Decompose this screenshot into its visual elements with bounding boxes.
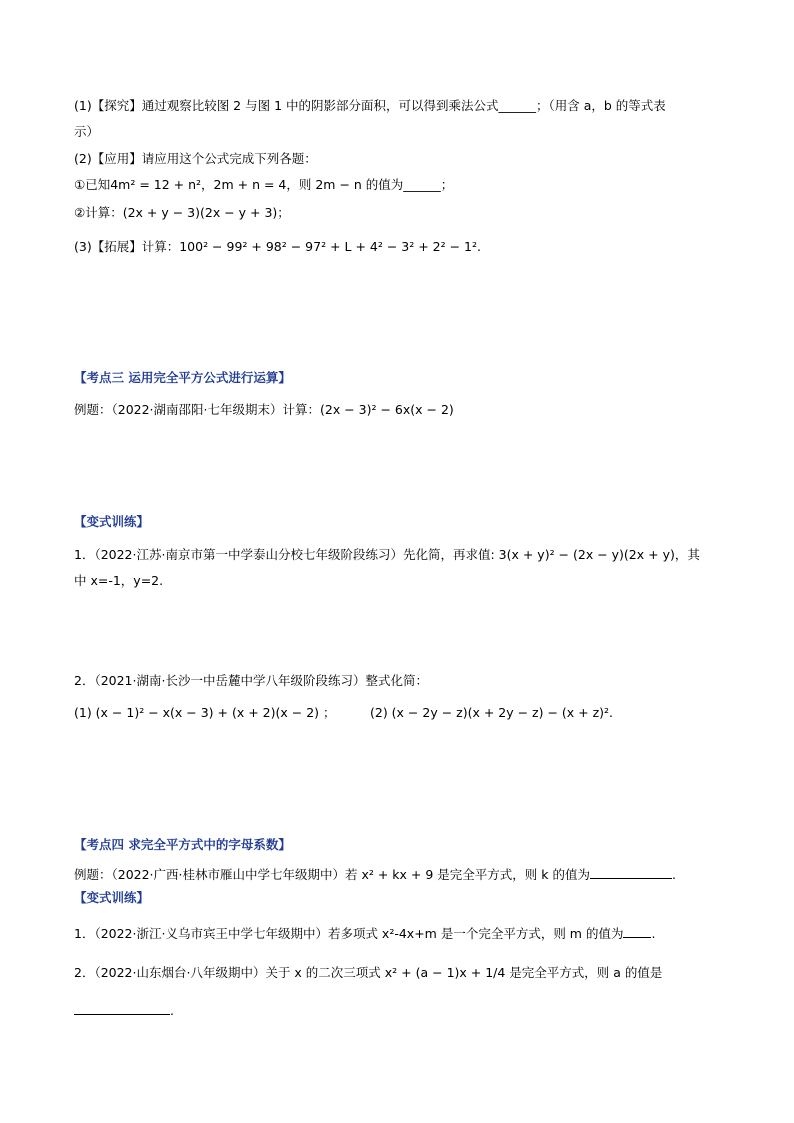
training-2-question-2: 2．（2022·山东烟台·八年级期中）关于 x 的二次三项式 x² + (a − 1)x + 1/4 是完全平方式，则 a 的值是 [74,965,663,980]
example-4 [74,866,724,883]
training-2-question-2-cont [74,1002,724,1019]
section-heading-4: 【考点四 求完全平方式中的字母系数】 [74,837,291,852]
answer-blank[interactable] [623,925,651,938]
training-2-question-1-end: . [651,926,656,941]
example-4-end: . [671,867,676,882]
q2-item-1: ①已知4m² = 12 + n²，2m + n = 4，则 2m − n 的值为______； [74,177,454,192]
q2-item-2: ②计算：(2x + y − 3)(2x − y + 3)； [74,205,290,220]
answer-blank[interactable] [74,1002,170,1015]
training-1-question-1-cont: 中 x=-1，y=2. [74,573,164,588]
q1-explore-cont: 示） [74,124,100,139]
example-4-text: 例题：（2022·广西·桂林市雁山中学七年级期中）若 x² + kx + 9 是完全平方式，则 k 的值为 [74,867,590,882]
q3-extend: (3)【拓展】计算：100² − 99² + 98² − 97² + L + 4² − 3² + 2² − 1². [74,239,481,254]
training-2-question-2-end: . [170,1003,174,1018]
training-1-question-2: 2．（2021·湖南·长沙一中岳麓中学八年级阶段练习）整式化简： [74,673,428,688]
answer-blank[interactable] [590,866,672,879]
training-2-question-1-text: 1．（2022·浙江·义乌市宾王中学七年级期中）若多项式 x²-4x+m 是一个完全平方式，则 m 的值为 [74,926,624,941]
training-1-question-2-part-1: (1) (x − 1)² − x(x − 3) + (x + 2)(x − 2) ； [74,705,336,720]
training-1-question-2-part-2: (2) (x − 2y − z)(x + 2y − z) − (x + z)². [370,705,614,720]
variant-training-heading-2: 【变式训练】 [74,890,150,905]
training-1-question-1: 1．（2022·江苏·南京市第一中学泰山分校七年级阶段练习）先化简，再求值: 3(x + y)² − (2x − y)(2x + y)，其 [74,547,700,562]
q1-explore: (1)【探究】通过观察比较图 2 与图 1 中的阴影部分面积，可以得到乘法公式______；（用含 a，b 的等式表 [74,98,666,113]
q2-apply: (2)【应用】请应用这个公式完成下列各题： [74,151,317,166]
example-3: 例题：（2022·湖南邵阳·七年级期末）计算：(2x − 3)² − 6x(x − 2) [74,402,454,417]
variant-training-heading-1: 【变式训练】 [74,514,150,529]
section-heading-3: 【考点三 运用完全平方公式进行运算】 [74,370,291,385]
training-2-question-1 [74,925,724,942]
